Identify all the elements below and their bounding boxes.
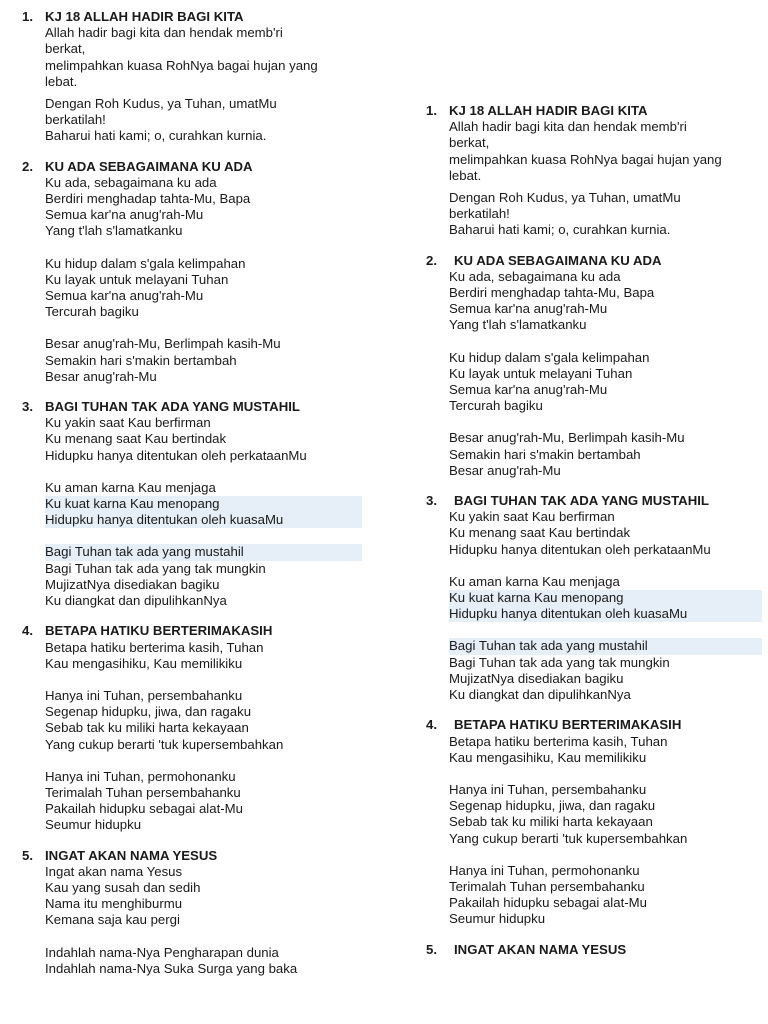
lyric-line: Tercurah bagiku	[449, 398, 543, 414]
song-spacer	[22, 145, 362, 159]
song-heading	[426, 493, 762, 509]
song-title: INGAT AKAN NAMA YESUS	[454, 941, 627, 957]
song-heading	[22, 159, 362, 175]
lyric-line: Hanya ini Tuhan, persembahanku	[449, 781, 647, 797]
lyric-line: Ku ada, sebagaimana ku ada	[45, 174, 217, 190]
lyric-line: Sebab tak ku miliki harta kekayaan	[449, 814, 653, 830]
stanza	[45, 688, 362, 753]
lyric-line: Terimalah Tuhan persembahanku	[45, 784, 241, 800]
lyric-line: Segenap hidupku, jiwa, dan ragaku	[45, 704, 252, 720]
song-number: 3.	[426, 493, 437, 509]
song-number: 1.	[22, 9, 33, 24]
song-lyrics	[426, 119, 762, 238]
song-title: BAGI TUHAN TAK ADA YANG MUSTAHIL	[45, 399, 300, 415]
lyric-line: Ku layak untuk melayani Tuhan	[45, 271, 229, 287]
song-5	[426, 942, 762, 958]
lyric-line: Sebab tak ku miliki harta kekayaan	[45, 720, 249, 736]
lyric-line: melimpahkan kuasa RohNya bagai hujan yang	[45, 57, 318, 73]
lyric-line: Nama itu menghiburmu	[45, 896, 183, 912]
lyric-line: Bagi Tuhan tak ada yang mustahil	[449, 638, 762, 654]
lyric-line: Bagi Tuhan tak ada yang tak mungkin	[449, 654, 670, 670]
lyric-line: Seumur hidupku	[449, 911, 546, 927]
lyric-line: melimpahkan kuasa RohNya bagai hujan yang	[449, 151, 722, 167]
lyric-line: Betapa hatiku berterima kasih, Tuhan	[449, 733, 668, 749]
lyric-line: Hidupku hanya ditentukan oleh perkataanMu	[449, 541, 711, 557]
lyric-line: Kemana saja kau pergi	[45, 912, 180, 928]
song-spacer	[22, 834, 362, 848]
song-lyrics	[22, 25, 362, 144]
song-4	[426, 717, 762, 927]
lyric-line: Ku ada, sebagaimana ku ada	[449, 268, 621, 284]
stanza	[45, 544, 362, 609]
song-heading	[426, 717, 762, 733]
song-heading	[22, 848, 362, 864]
lyric-line: Ku menang saat Kau bertindak	[449, 525, 631, 541]
lyric-line: Hidupku hanya ditentukan oleh kuasaMu	[45, 512, 362, 528]
lyric-line: Pakailah hidupku sebagai alat-Mu	[45, 801, 243, 817]
stanza	[449, 782, 762, 847]
lyric-line: Besar anug'rah-Mu, Berlimpah kasih-Mu	[449, 430, 685, 446]
lyric-line: berkat,	[449, 135, 490, 151]
song-number: 3.	[22, 399, 33, 415]
song-title: KJ 18 ALLAH HADIR BAGI KITA	[45, 9, 244, 24]
lyric-line: Semua kar'na anug'rah-Mu	[45, 288, 204, 304]
left-column	[22, 9, 362, 977]
stanza	[449, 574, 762, 623]
song-number: 5.	[426, 941, 437, 957]
lyric-line: lebat.	[449, 167, 482, 183]
lyric-line: Berdiri menghadap tahta-Mu, Bapa	[45, 191, 251, 207]
lyric-line: Hanya ini Tuhan, permohonanku	[449, 862, 640, 878]
lyric-line: Baharui hati kami; o, curahkan kurnia.	[449, 222, 671, 238]
stanza	[449, 430, 762, 479]
song-lyrics	[426, 734, 762, 928]
stanza	[45, 769, 362, 834]
song-heading	[426, 253, 762, 269]
song-2	[426, 253, 762, 479]
lyric-line: Yang t'lah s'lamatkanku	[449, 317, 587, 333]
song-lyrics	[426, 509, 762, 703]
lyric-line: Semakin hari s'makin bertambah	[449, 446, 641, 462]
stanza	[449, 863, 762, 928]
lyric-line: Kau mengasihiku, Kau memilikiku	[449, 749, 647, 765]
song-4	[22, 623, 362, 833]
song-title: BAGI TUHAN TAK ADA YANG MUSTAHIL	[454, 493, 709, 509]
lyric-line: Ku diangkat dan dipulihkanNya	[45, 593, 227, 609]
song-1	[22, 9, 362, 145]
lyric-line: Hanya ini Tuhan, permohonanku	[45, 768, 236, 784]
lyric-line: Kau yang susah dan sedih	[45, 879, 201, 895]
song-spacer	[426, 239, 762, 253]
lyric-line: MujizatNya disediakan bagiku	[45, 576, 220, 592]
lyric-line: Segenap hidupku, jiwa, dan ragaku	[449, 798, 656, 814]
lyric-line: Ku yakin saat Kau berfirman	[45, 415, 211, 431]
song-spacer	[426, 479, 762, 493]
song-number: 4.	[22, 623, 33, 639]
lyric-line: Allah hadir bagi kita dan hendak memb'ri	[449, 119, 687, 135]
stanza	[449, 350, 762, 415]
lyric-line: Ku menang saat Kau bertindak	[45, 431, 227, 447]
song-spacer	[22, 609, 362, 623]
lyric-line: Hidupku hanya ditentukan oleh kuasaMu	[449, 606, 762, 622]
stanza	[45, 415, 362, 464]
lyric-line: berkatilah!	[45, 112, 106, 128]
stanza	[449, 509, 762, 558]
lyric-line: Ku aman karna Kau menjaga	[449, 573, 620, 589]
lyric-line: Ingat akan nama Yesus	[45, 863, 183, 879]
song-lyrics	[22, 175, 362, 385]
song-title: KJ 18 ALLAH HADIR BAGI KITA	[449, 103, 648, 118]
lyric-line: Ku kuat karna Kau menopang	[45, 496, 362, 512]
stanza	[449, 119, 762, 184]
song-heading	[426, 103, 762, 119]
song-2	[22, 159, 362, 385]
lyric-line: Bagi Tuhan tak ada yang mustahil	[45, 544, 362, 560]
lyric-line: Ku hidup dalam s'gala kelimpahan	[449, 349, 650, 365]
stanza	[45, 175, 362, 240]
song-title: KU ADA SEBAGAIMANA KU ADA	[45, 158, 253, 174]
stanza	[45, 640, 362, 672]
lyric-line: Besar anug'rah-Mu	[449, 462, 561, 478]
lyric-line: Baharui hati kami; o, curahkan kurnia.	[45, 128, 267, 144]
lyric-line: Kau mengasihiku, Kau memilikiku	[45, 655, 243, 671]
song-number: 5.	[22, 847, 33, 863]
lyric-line: Hanya ini Tuhan, persembahanku	[45, 687, 243, 703]
song-title: BETAPA HATIKU BERTERIMAKASIH	[45, 623, 273, 639]
lyric-line: Besar anug'rah-Mu	[45, 368, 157, 384]
lyric-line: MujizatNya disediakan bagiku	[449, 670, 624, 686]
song-number: 4.	[426, 717, 437, 733]
stanza	[45, 480, 362, 529]
song-lyrics	[22, 864, 362, 977]
lyric-line: berkatilah!	[449, 206, 510, 222]
song-title: BETAPA HATIKU BERTERIMAKASIH	[454, 717, 682, 733]
song-title: KU ADA SEBAGAIMANA KU ADA	[454, 252, 662, 268]
song-heading	[22, 623, 362, 639]
stanza	[449, 734, 762, 766]
song-3	[22, 399, 362, 609]
song-lyrics	[426, 269, 762, 479]
lyric-line: Ku diangkat dan dipulihkanNya	[449, 687, 631, 703]
song-spacer	[426, 928, 762, 942]
lyric-line: Yang cukup berarti 'tuk kupersembahkan	[45, 736, 284, 752]
song-spacer	[22, 385, 362, 399]
lyric-line: Bagi Tuhan tak ada yang tak mungkin	[45, 560, 266, 576]
lyric-line: Pakailah hidupku sebagai alat-Mu	[449, 895, 647, 911]
lyric-line: Allah hadir bagi kita dan hendak memb'ri	[45, 25, 283, 41]
song-lyrics	[22, 415, 362, 609]
lyric-line: Besar anug'rah-Mu, Berlimpah kasih-Mu	[45, 336, 281, 352]
stanza	[45, 25, 362, 90]
song-number: 1.	[426, 103, 437, 118]
song-number: 2.	[426, 252, 437, 268]
lyric-line: Betapa hatiku berterima kasih, Tuhan	[45, 639, 264, 655]
lyric-line: Hidupku hanya ditentukan oleh perkataanMu	[45, 447, 307, 463]
song-heading	[22, 399, 362, 415]
lyric-line: berkat,	[45, 41, 86, 57]
lyric-line: Semakin hari s'makin bertambah	[45, 352, 237, 368]
stanza	[45, 96, 362, 145]
stanza	[449, 190, 762, 239]
lyric-line: Tercurah bagiku	[45, 304, 139, 320]
song-heading	[22, 9, 362, 25]
song-1	[426, 103, 762, 239]
song-spacer	[426, 703, 762, 717]
stanza	[449, 638, 762, 703]
lyric-line: Ku hidup dalam s'gala kelimpahan	[45, 255, 246, 271]
right-column	[426, 103, 762, 958]
lyric-line: Yang cukup berarti 'tuk kupersembahkan	[449, 830, 688, 846]
song-heading	[426, 942, 762, 958]
lyric-line: Dengan Roh Kudus, ya Tuhan, umatMu	[45, 96, 277, 112]
lyric-line: Ku kuat karna Kau menopang	[449, 590, 762, 606]
stanza	[45, 864, 362, 929]
lyric-line: Yang t'lah s'lamatkanku	[45, 223, 183, 239]
lyric-line: Indahlah nama-Nya Pengharapan dunia	[45, 944, 279, 960]
lyric-line: Semua kar'na anug'rah-Mu	[449, 301, 608, 317]
lyric-line: Ku aman karna Kau menjaga	[45, 479, 216, 495]
lyric-line: Dengan Roh Kudus, ya Tuhan, umatMu	[449, 190, 681, 206]
song-lyrics	[22, 640, 362, 834]
lyric-line: lebat.	[45, 73, 78, 89]
song-5	[22, 848, 362, 977]
stanza	[449, 269, 762, 334]
lyric-line: Indahlah nama-Nya Suka Surga yang baka	[45, 960, 298, 976]
lyric-line: Seumur hidupku	[45, 817, 142, 833]
lyric-line: Berdiri menghadap tahta-Mu, Bapa	[449, 285, 655, 301]
stanza	[45, 945, 362, 977]
lyric-line: Ku layak untuk melayani Tuhan	[449, 365, 633, 381]
lyric-line: Terimalah Tuhan persembahanku	[449, 878, 645, 894]
lyric-line: Semua kar'na anug'rah-Mu	[449, 382, 608, 398]
lyric-line: Ku yakin saat Kau berfirman	[449, 509, 615, 525]
stanza	[45, 336, 362, 385]
song-3	[426, 493, 762, 703]
lyric-line: Semua kar'na anug'rah-Mu	[45, 207, 204, 223]
song-number: 2.	[22, 158, 33, 174]
stanza	[45, 256, 362, 321]
song-title: INGAT AKAN NAMA YESUS	[45, 847, 218, 863]
